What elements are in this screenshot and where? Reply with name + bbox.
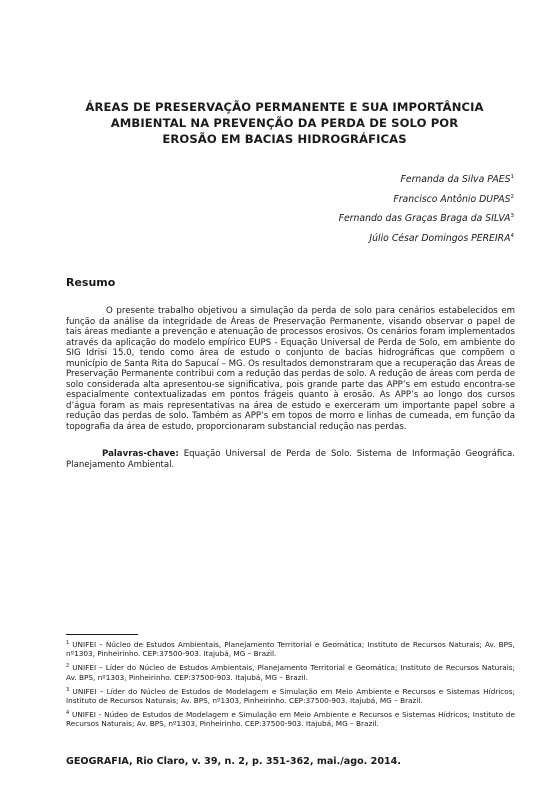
affiliation-mark: 3	[510, 213, 514, 219]
footnote	[66, 639, 515, 658]
footnote-mark: 1	[66, 640, 70, 646]
affiliation-mark: 1	[510, 174, 514, 180]
author	[339, 189, 514, 209]
footnote-text: UNIFEI - Núdeo de Estudos de Modelagem e Simulação em Meio Ambiente e Recursos e Sistemas Hídricos; Instituto de Recursos Naturais; Av. BPS, nº1303, Pinheirinho. CEP:37500-903. Itajubá, MG – Brazil.	[66, 710, 515, 729]
footnote-mark: 3	[66, 686, 70, 693]
footnotes	[66, 639, 515, 733]
affiliation-mark: 2	[510, 193, 514, 200]
footnote-text: UNIFEI – Líder do Núcleo de Estudos de Modelagem e Simulação em Meio Ambiente e Recursos e Sistemas Hídricos; Instituto de Recursos Naturais; Av. BPS, nº1303, Pinheirinho. CEP:37500-903. Itajubá, MG – Brazil.	[66, 686, 515, 706]
affiliation-mark: 4	[510, 232, 514, 239]
footnote-text: UNIFEI – Núcleo de Estudos Ambientais, Planejamento Territorial e Geomática; Instituto de Recursos Naturais; Av. BPS, nº1303, Pinheirinho. CEP:37500-903. Itajubá, MG – Brazil.	[66, 640, 515, 659]
author-name: Francisco Antônio DUPAS	[393, 193, 511, 205]
author-name: Fernando das Graças Braga da SILVA	[338, 213, 511, 224]
keywords-label: Palavras-chave:	[102, 449, 179, 459]
footnote	[66, 709, 515, 728]
journal-citation: GEOGRAFIA, Rio Claro, v. 39, n. 2, p. 351-362, mai./ago. 2014.	[66, 756, 402, 767]
abstract-heading: Resumo	[66, 276, 116, 289]
title-line: AMBIENTAL NA PREVENÇÃO DA PERDA DE SOLO POR	[110, 116, 459, 130]
footnote	[66, 662, 515, 681]
author-name: Júlio César Domingos PEREIRA	[369, 232, 511, 244]
author-list	[339, 169, 514, 247]
author-name: Fernanda da Silva PAES	[400, 174, 511, 185]
title-line: EROSÃO EM BACIAS HIDROGRÁFICAS	[162, 132, 407, 146]
footnote-text: UNIFEI – Líder do Núcleo de Estudos Ambientais, Planejamento Territorial e Geomática; Instituto de Recursos Naturais; Av. BPS, nº1303, Pinheirinho. CEP:37500-903. Itajubá, MG – Brazil.	[66, 663, 515, 682]
footnote-mark: 4	[66, 710, 70, 717]
paper-title	[66, 99, 503, 147]
author	[339, 208, 514, 228]
keywords	[66, 449, 515, 470]
keywords-text: Equação Universal de Perda de Solo. Sistema de Informação Geográfica. Planejamento Ambiental.	[66, 449, 515, 470]
author	[339, 228, 514, 248]
footnote-mark: 2	[66, 663, 70, 670]
title-line: ÁREAS DE PRESERVAÇÃO PERMANENTE E SUA IMPORTÂNCIA	[85, 100, 484, 114]
abstract-text: O presente trabalho objetivou a simulação da perda de solo para cenários estabelecidos em função da análise da integridade de Áreas de Preservação Permanente, visando observar o papel de tais áreas mediante a prevenção e atenuação de processos erosivos. Os cenários foram implementados através da aplicação do modelo empírico EUPS - Equação Universal de Perda de Solo, em ambiente do SIG Idrisi 15.0, tendo como área de estudo o conjunto de bacias hidrográficas que compõem o município de Santa Rita do Sapucaí – MG. Os resultados demonstraram que a recuperação das Áreas de Preservação Permanente contribui com a redução das perdas de solo. A redução de áreas com perda de solo considerada alta apresentou-se significativa, pois grande parte das APP’s em estudo encontra-se espacialmente contextualizadas em pontos frágeis quanto à erosão. As APP’s ao longo dos cursos d’água foram as mais representativas na área de estudo e exerceram um importante papel sobre a redução das perdas de solo. Também as APP’s em topos de morro e linhas de cumeada, em função da topografia da área de estudo, proporcionaram substancial redução nas perdas.	[66, 306, 515, 432]
footnote	[66, 686, 515, 705]
footnote-divider	[66, 634, 138, 635]
author	[339, 169, 514, 189]
